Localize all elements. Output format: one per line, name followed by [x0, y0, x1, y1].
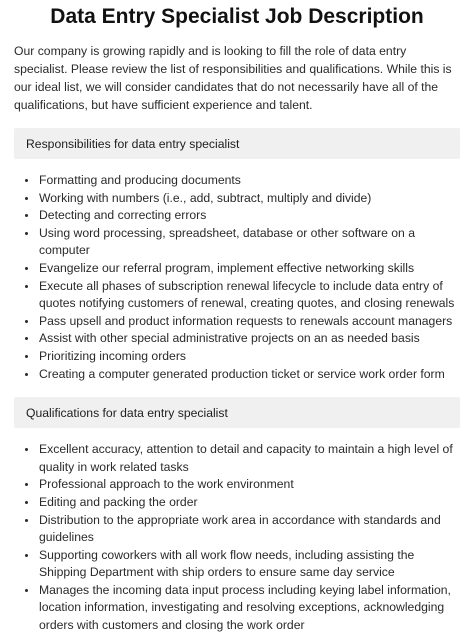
responsibilities-list: [14, 172, 460, 383]
qualification-item: • Supporting coworkers with all work flow needs, including assisting the Shipping Department with ship orders to ensure same day service: [38, 547, 460, 582]
responsibility-item: • Evangelize our referral program, implement effective networking skills: [38, 260, 460, 278]
qualification-item: • Editing and packing the order: [38, 494, 460, 512]
responsibility-item: • Prioritizing incoming orders: [38, 348, 460, 366]
responsibilities-header-label: Responsibilities for data entry specialist: [26, 136, 240, 151]
responsibility-item: • Detecting and correcting errors: [38, 207, 460, 225]
intro-paragraph: Our company is growing rapidly and is looking to fill the role of data entry specialist. Please review the list of responsibilities and qualifications. While this is our ideal list, we will consider candidates that do not necessarily have all of the qualifications, but have sufficient experience and talent.: [14, 44, 452, 112]
qualification-item: • Excellent accuracy, attention to detail and capacity to maintain a high level of quality in work related tasks: [38, 441, 460, 476]
responsibility-item: • Using word processing, spreadsheet, database or other software on a computer: [38, 225, 460, 260]
responsibility-item: • Pass upsell and product information requests to renewals account managers: [38, 313, 460, 331]
responsibility-item: • Execute all phases of subscription renewal lifecycle to include data entry of quotes notifying customers of renewal, creating quotes, and closing renewals: [38, 278, 460, 313]
qualifications-header-label: Qualifications for data entry specialist: [26, 405, 228, 420]
responsibility-item: • Formatting and producing documents: [38, 172, 460, 190]
responsibility-item: • Creating a computer generated production ticket or service work order form: [38, 366, 460, 384]
responsibility-item: • Working with numbers (i.e., add, subtract, multiply and divide): [38, 190, 460, 208]
qualifications-list: [14, 441, 460, 635]
page-title: Data Entry Specialist Job Description: [50, 5, 424, 28]
qualification-item: • Distribution to the appropriate work area in accordance with standards and guidelines: [38, 512, 460, 547]
responsibilities-header: [14, 128, 460, 159]
qualifications-header: [14, 397, 460, 428]
qualification-item: • Professional approach to the work environment: [38, 476, 460, 494]
responsibility-item: • Assist with other special administrative projects on an as needed basis: [38, 330, 460, 348]
qualification-item: • Manages the incoming data input process including keying label information, location information, investigating and resolving exceptions, acknowledging orders with customers and closing the work order: [38, 582, 460, 635]
